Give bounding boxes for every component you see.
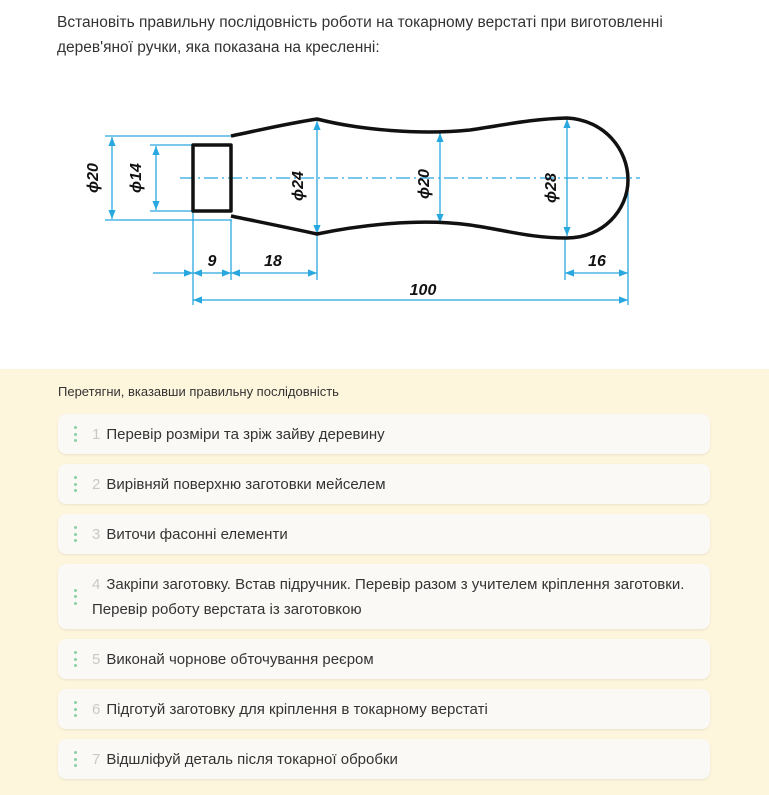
- item-number: 2: [92, 475, 101, 493]
- dim-diameter-14: ϕ14: [128, 163, 145, 193]
- dim-diameter-28: ϕ28: [543, 173, 560, 203]
- item-number: 7: [92, 750, 101, 768]
- item-text: Виточи фасонні елементи: [106, 525, 288, 543]
- list-item[interactable]: [58, 639, 710, 679]
- drag-handle-icon[interactable]: [74, 651, 77, 667]
- list-item[interactable]: [58, 464, 710, 504]
- dim-length-16: 16: [588, 253, 606, 270]
- question-text: Встановіть правильну послідовність роботи на токарному верстаті при виготовленні дерев'яної ручки, яка показана на кресленні:: [57, 14, 663, 56]
- item-number: 4: [92, 575, 101, 593]
- list-item[interactable]: [58, 564, 710, 629]
- list-item[interactable]: [58, 514, 710, 554]
- dim-length-18: 18: [264, 253, 282, 270]
- handle-technical-drawing: [60, 96, 660, 356]
- instruction-text: Перетягни, вказавши правильну послідовність: [58, 384, 339, 399]
- sortable-list: [58, 414, 710, 789]
- drag-handle-icon[interactable]: [74, 751, 77, 767]
- item-number: 5: [92, 650, 101, 668]
- item-text: Вирівняй поверхню заготовки мейселем: [106, 475, 386, 493]
- dim-diameter-20-mid: ϕ20: [416, 169, 433, 199]
- item-text: Відшліфуй деталь після токарної обробки: [106, 750, 398, 768]
- list-item[interactable]: [58, 414, 710, 454]
- dim-length-100: 100: [409, 282, 437, 299]
- item-text: Підготуй заготовку для кріплення в токарному верстаті: [106, 700, 488, 718]
- dim-length-9: 9: [207, 253, 217, 270]
- dim-diameter-20-left: ϕ20: [85, 163, 102, 193]
- item-number: 3: [92, 525, 101, 543]
- drag-handle-icon[interactable]: [74, 426, 77, 442]
- item-text: Перевір розміри та зріж зайву деревину: [106, 425, 385, 443]
- item-text: Виконай чорнове обточування реєром: [106, 650, 374, 668]
- drag-handle-icon[interactable]: [74, 526, 77, 542]
- drag-handle-icon[interactable]: [74, 589, 77, 605]
- drag-handle-icon[interactable]: [74, 701, 77, 717]
- answer-area: [0, 369, 769, 795]
- dim-diameter-24: ϕ24: [290, 171, 307, 201]
- list-item[interactable]: [58, 739, 710, 779]
- item-number: 1: [92, 425, 101, 443]
- item-text: Закріпи заготовку. Встав підручник. Перевір разом з учителем кріплення заготовки. Перевір роботу верстата із заготовкою: [92, 575, 685, 618]
- list-item[interactable]: [58, 689, 710, 729]
- item-number: 6: [92, 700, 101, 718]
- drag-handle-icon[interactable]: [74, 476, 77, 492]
